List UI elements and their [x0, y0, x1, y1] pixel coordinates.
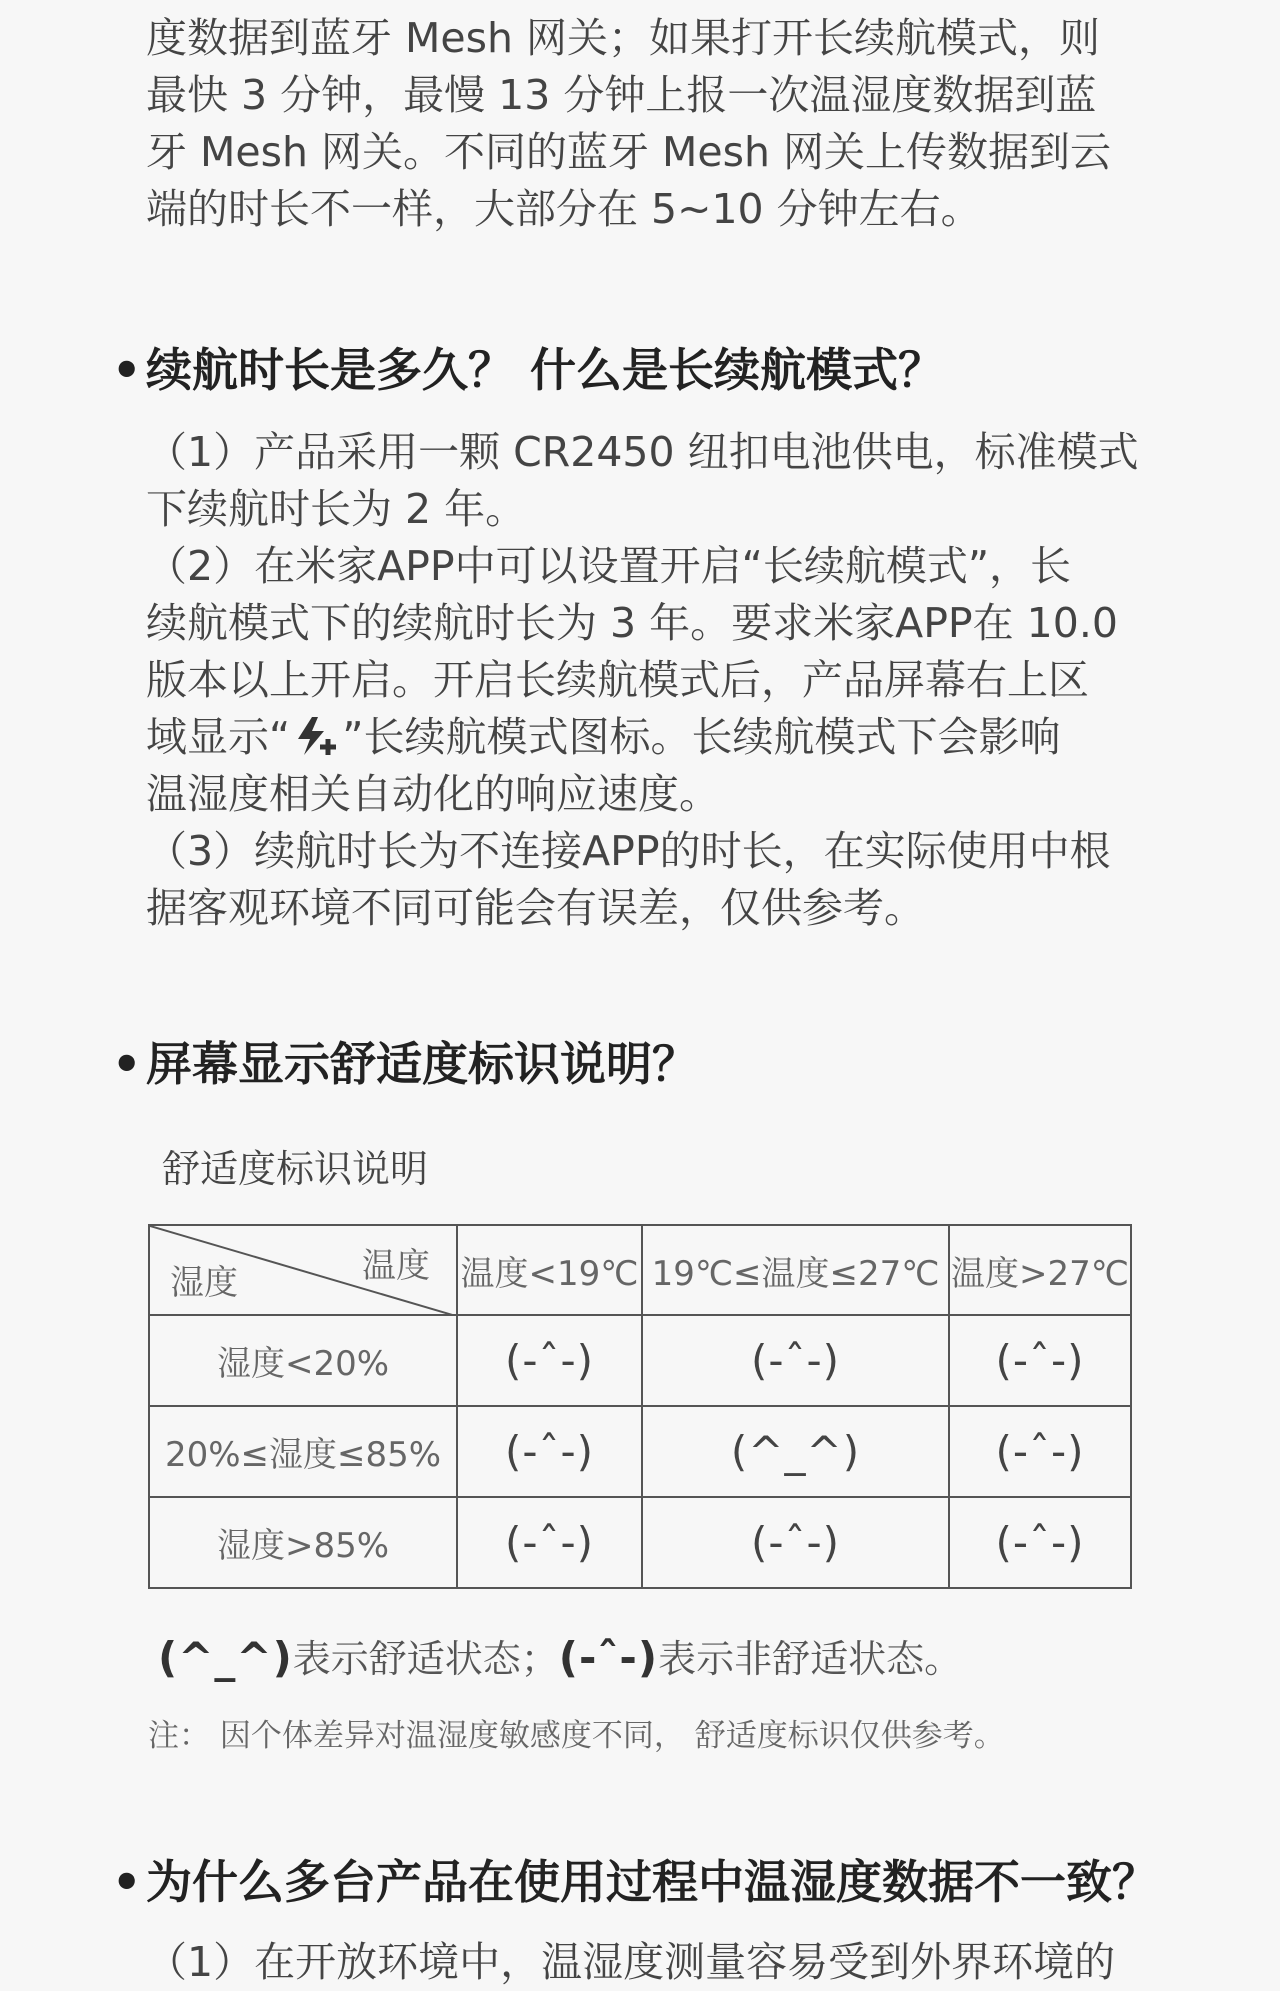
paragraph-line: 温湿度相关自动化的响应速度。	[146, 770, 720, 818]
paragraph-line: 端的时长不一样，大部分在 5~10 分钟左右。	[146, 185, 982, 233]
table-row	[149, 1497, 1131, 1588]
uncomfort-face-example: (-ˆ-)	[558, 1633, 659, 1682]
column-header: 19℃≤温度≤27℃	[642, 1225, 949, 1315]
battery-section-heading: •续航时长是多久？ 什么是长续航模式？	[112, 340, 944, 400]
comfort-face-cell: (-ˆ-)	[457, 1497, 642, 1588]
row-header: 湿度<20%	[149, 1315, 457, 1406]
paragraph-line: 下续航时长为 2 年。	[146, 485, 527, 533]
row-header: 湿度>85%	[149, 1497, 457, 1588]
comfort-table	[148, 1224, 1132, 1589]
paragraph-line: 据客观环境不同可能会有误差，仅供参考。	[146, 884, 925, 932]
comfort-legend-text: 表示舒适状态；	[292, 1637, 559, 1681]
bullet-icon: •	[112, 343, 142, 397]
paragraph-line: （1）在开放环境中，温湿度测量容易受到外界环境的	[146, 1938, 1116, 1986]
paragraph-line: 续航模式下的续航时长为 3 年。要求米家APP在 10.0	[146, 599, 1118, 647]
table-row	[149, 1406, 1131, 1497]
comfort-section-heading: •屏幕显示舒适度标识说明？	[112, 1034, 698, 1094]
comfort-face-cell: (-ˆ-)	[949, 1315, 1131, 1406]
comfort-note: 注： 因个体差异对温湿度敏感度不同， 舒适度标识仅供参考。	[148, 1718, 1005, 1754]
paragraph-line: 牙 Mesh 网关。不同的蓝牙 Mesh 网关上传数据到云	[146, 128, 1112, 176]
corner-label-temperature: 温度	[362, 1246, 430, 1286]
intro-paragraph	[146, 10, 1156, 238]
paragraph-line: （2）在米家APP中可以设置开启“长续航模式”，长	[146, 542, 1072, 590]
paragraph-line: 最快 3 分钟，最慢 13 分钟上报一次温湿度数据到蓝	[146, 71, 1097, 119]
bullet-icon: •	[112, 1037, 142, 1091]
comfort-face-cell: (^_^)	[642, 1406, 949, 1497]
comfort-face-example: (^_^)	[158, 1633, 293, 1682]
bullet-icon: •	[112, 1855, 142, 1909]
comfort-face-cell: (-ˆ-)	[457, 1406, 642, 1497]
uncomfort-legend-text: 表示非舒适状态。	[658, 1637, 963, 1681]
table-header-row	[149, 1225, 1131, 1315]
table-corner-cell	[149, 1225, 457, 1315]
comfort-face-cell: (-ˆ-)	[642, 1315, 949, 1406]
comfort-face-cell: (-ˆ-)	[457, 1315, 642, 1406]
corner-label-humidity: 湿度	[170, 1263, 238, 1303]
inconsistent-section-body	[146, 1934, 1156, 1991]
comfort-face-cell: (-ˆ-)	[642, 1497, 949, 1588]
row-header: 20%≤湿度≤85%	[149, 1406, 457, 1497]
long-battery-mode-icon	[290, 713, 342, 759]
comfort-face-cell: (-ˆ-)	[949, 1406, 1131, 1497]
paragraph-line-with-icon: 域显示“ ”长续航模式图标。长续航模式下会影响	[146, 713, 1061, 761]
column-header: 温度>27℃	[949, 1225, 1131, 1315]
paragraph-line: （3）续航时长为不连接APP的时长，在实际使用中根	[146, 827, 1111, 875]
paragraph-line: 版本以上开启。开启长续航模式后，产品屏幕右上区	[146, 656, 1089, 704]
paragraph-line: （1）产品采用一颗 CR2450 纽扣电池供电，标准模式	[146, 428, 1139, 476]
comfort-face-cell: (-ˆ-)	[949, 1497, 1131, 1588]
column-header: 温度<19℃	[457, 1225, 642, 1315]
table-row	[149, 1315, 1131, 1406]
comfort-legend	[158, 1628, 962, 1683]
inconsistent-section-heading: •为什么多台产品在使用过程中温湿度数据不一致？	[112, 1852, 1158, 1912]
battery-section-body	[146, 424, 1156, 937]
paragraph-line: 度数据到蓝牙 Mesh 网关；如果打开长续航模式，则	[146, 14, 1101, 62]
table-title: 舒适度标识说明	[162, 1147, 429, 1191]
